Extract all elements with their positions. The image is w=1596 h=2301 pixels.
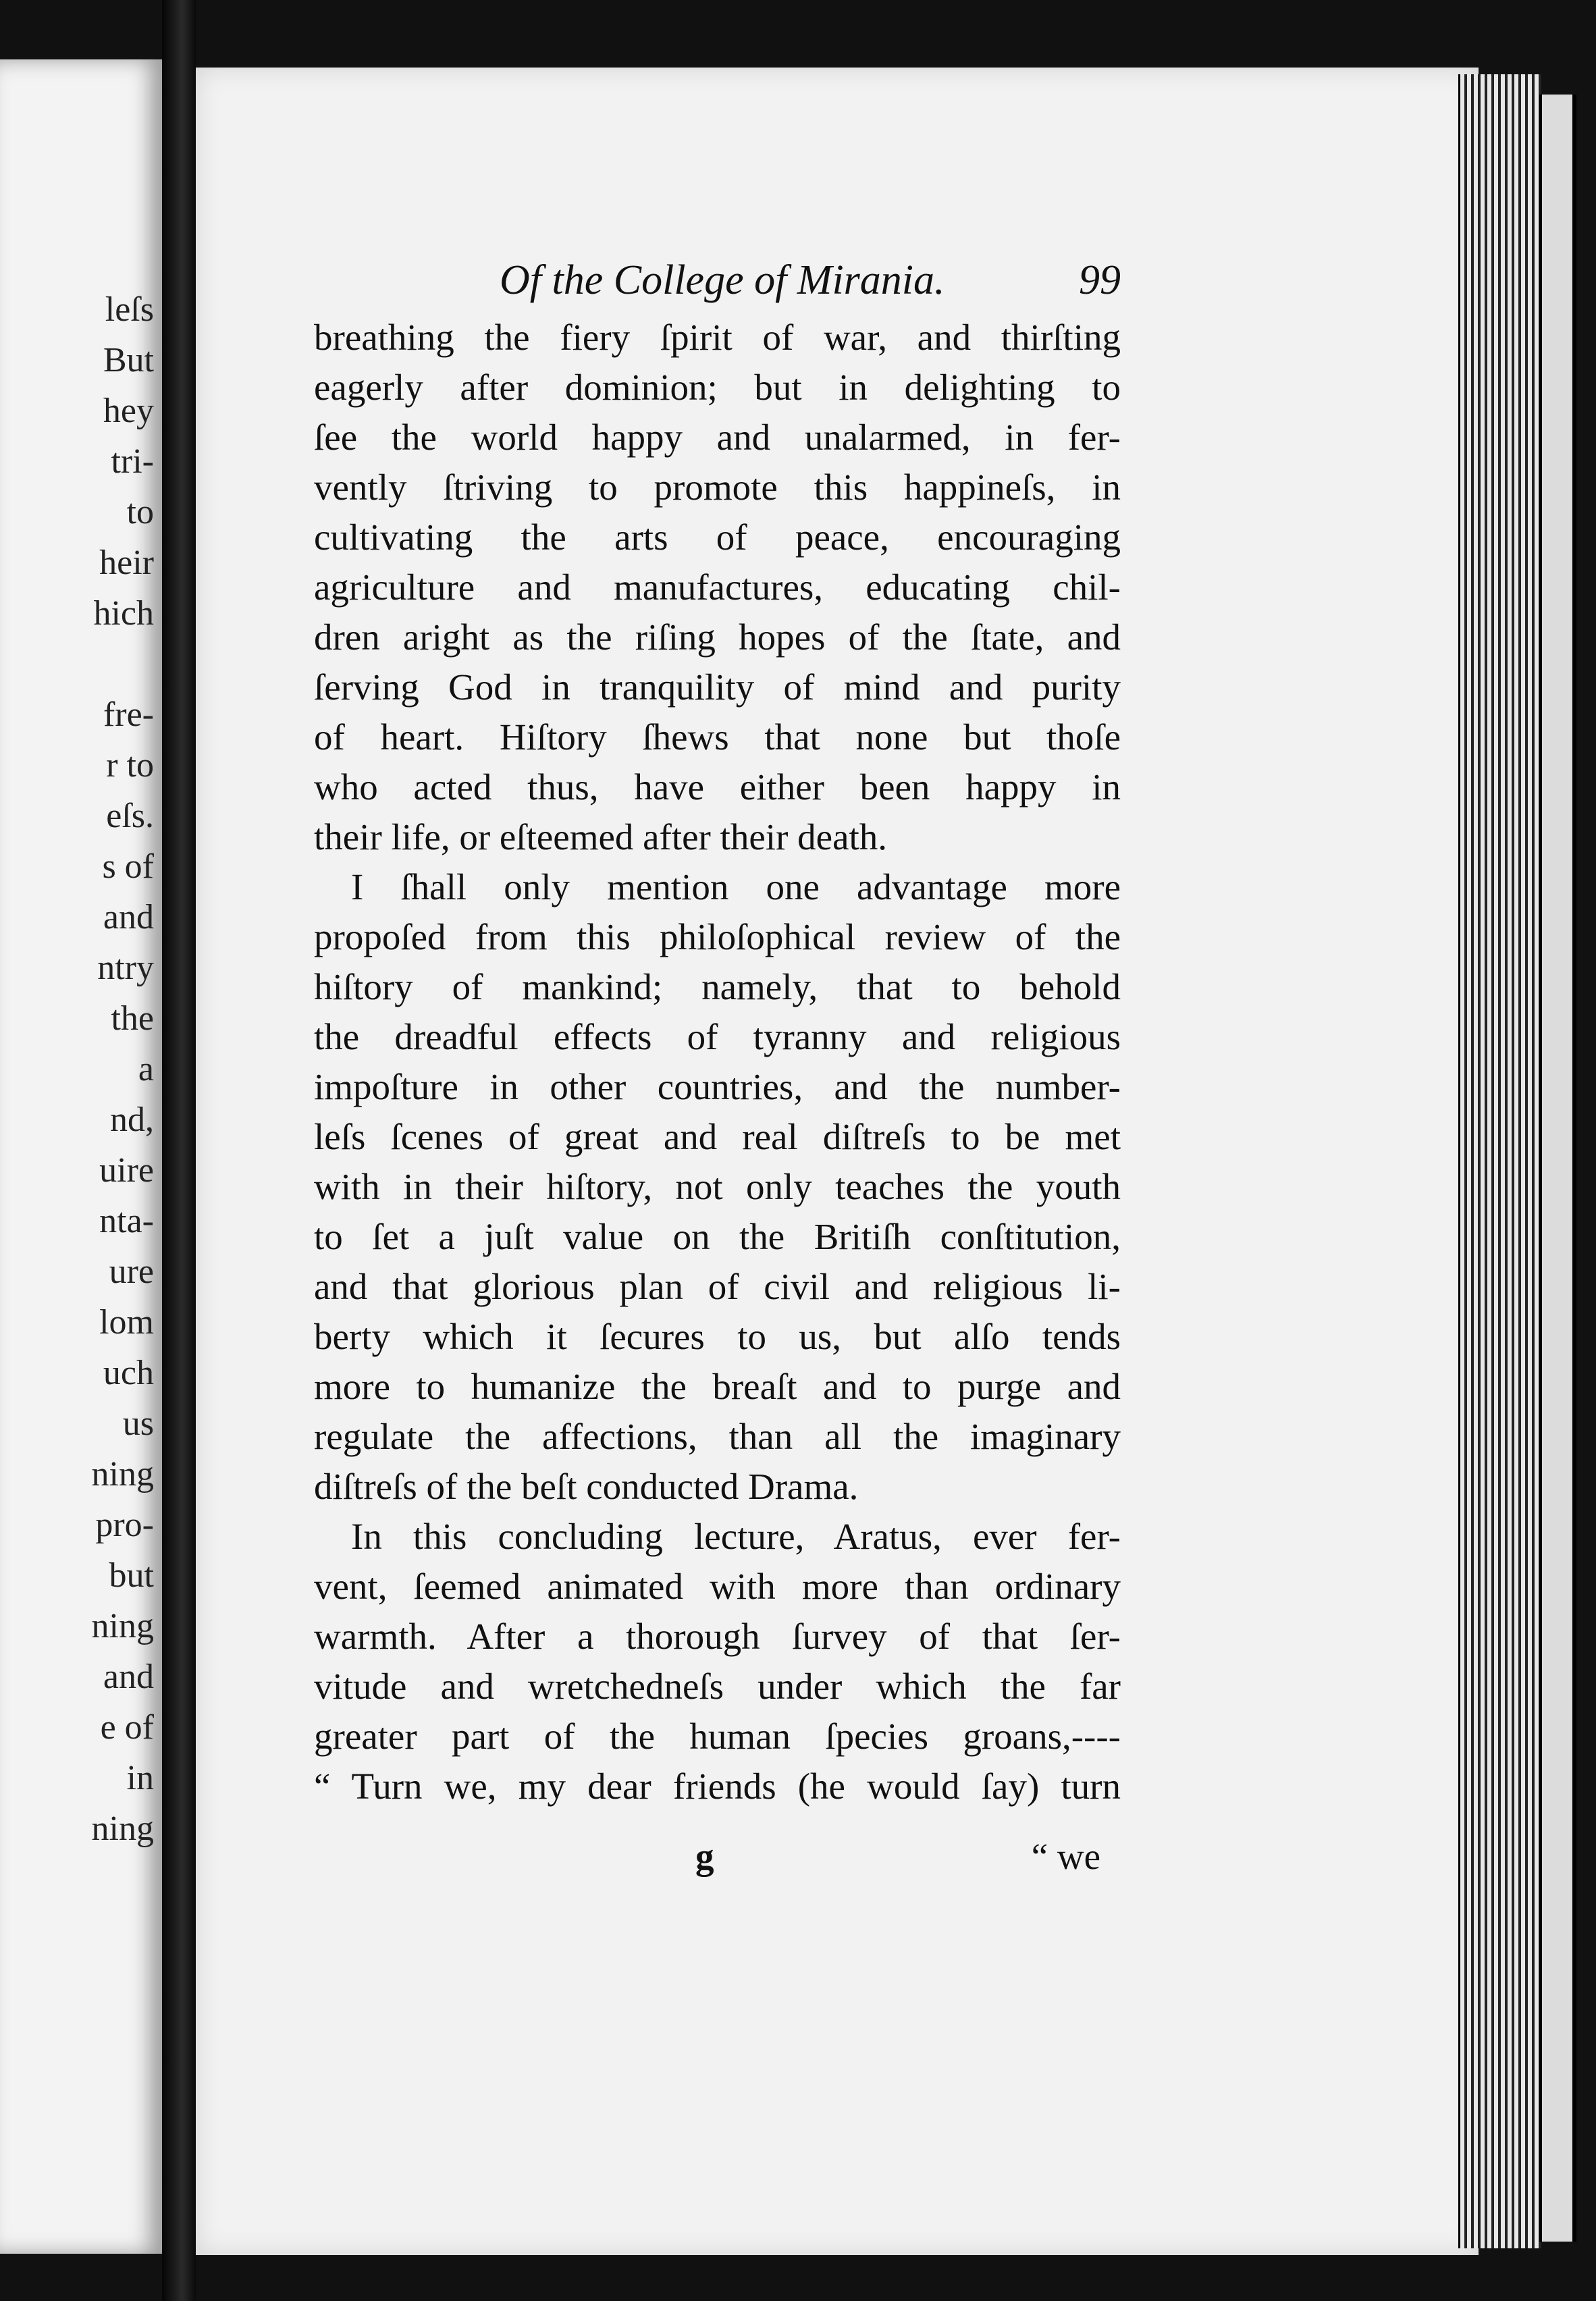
- facing-page-fragment: pro-: [95, 1506, 154, 1544]
- facing-page-fragment: in: [126, 1759, 154, 1797]
- text-line: greater part of the human ſpecies groans,----: [314, 1716, 1121, 1757]
- text-line: agriculture and manufactures, educating chil-: [314, 566, 1121, 608]
- facing-page-fragment: e of: [100, 1708, 154, 1747]
- facing-page-fragment: leſs: [105, 290, 154, 329]
- text-line: regulate the affections, than all the imaginary: [314, 1416, 1121, 1457]
- facing-page: [0, 59, 162, 2254]
- text-line: dren aright as the riſing hopes of the ſtate, and: [314, 616, 1121, 658]
- text-line: of heart. Hiſtory ſhews that none but thoſe: [314, 716, 1121, 758]
- text-line: more to humanize the breaſt and to purge and: [314, 1366, 1121, 1407]
- running-title: Of the College of Mirania.: [500, 257, 945, 303]
- body-text: [314, 313, 1121, 1899]
- facing-page-fragment: ning: [91, 1607, 154, 1645]
- facing-page-fragment: nta-: [99, 1202, 154, 1240]
- facing-page-fragment: uch: [103, 1354, 154, 1392]
- text-line: with in their hiſtory, not only teaches the youth: [314, 1166, 1121, 1207]
- facing-page-fragment: eſs.: [106, 797, 154, 835]
- facing-page-fragment: the: [111, 999, 154, 1038]
- text-line: In this concluding lecture, Aratus, ever fer-: [351, 1516, 1121, 1557]
- facing-page-fragment: lom: [99, 1303, 154, 1342]
- text-line: ſerving God in tranquility of mind and purity: [314, 666, 1121, 708]
- facing-page-fragment: and: [103, 1658, 154, 1696]
- text-line: berty which it ſecures to us, but alſo tends: [314, 1316, 1121, 1357]
- facing-page-fragment: fre-: [103, 695, 154, 734]
- page-header: [500, 257, 1121, 311]
- text-line: “ Turn we, my dear friends (he would ſay) turn: [314, 1766, 1121, 1807]
- text-line: vitude and wretchedneſs under which the far: [314, 1666, 1121, 1707]
- text-line: leſs ſcenes of great and real diſtreſs to be met: [314, 1116, 1121, 1157]
- text-line: ſee the world happy and unalarmed, in fer-: [314, 417, 1121, 458]
- text-line: to ſet a juſt value on the Britiſh conſtitution,: [314, 1216, 1121, 1257]
- text-line: warmth. After a thorough ſurvey of that ſer-: [314, 1616, 1121, 1657]
- facing-page-fragment: ntry: [97, 949, 154, 987]
- facing-page-fragment: a: [138, 1050, 154, 1088]
- facing-page-fragment: s of: [102, 847, 154, 886]
- facing-page-fragment: tri-: [111, 442, 154, 481]
- facing-page-fragment: to: [126, 493, 154, 531]
- book-gutter: [162, 0, 196, 2301]
- facing-page-fragment: us: [122, 1404, 154, 1443]
- text-line: their life, or eſteemed after their death.: [314, 816, 888, 857]
- text-line: diſtreſs of the beſt conducted Drama.: [314, 1466, 859, 1507]
- text-line: the dreadful effects of tyranny and religious: [314, 1016, 1121, 1057]
- book-cover-edge: [1539, 95, 1576, 2242]
- text-line: who acted thus, have either been happy in: [314, 766, 1121, 808]
- facing-page-fragment: but: [109, 1556, 154, 1595]
- page-footer: [695, 1835, 1100, 1889]
- text-line: impoſture in other countries, and the number-: [314, 1066, 1121, 1107]
- text-line: breathing the fiery ſpirit of war, and thirſting: [314, 317, 1121, 358]
- facing-page-fragment: hey: [103, 392, 154, 430]
- facing-page-fragment: heir: [99, 544, 154, 582]
- page-number: 99: [1079, 257, 1121, 303]
- facing-page-fragment: nd,: [110, 1101, 154, 1139]
- text-line: hiſtory of mankind; namely, that to behold: [314, 966, 1121, 1007]
- facing-page-fragment: ning: [91, 1809, 154, 1848]
- text-line: vently ſtriving to promote this happineſs, in: [314, 467, 1121, 508]
- catchword: “ we: [1031, 1836, 1100, 1877]
- text-line: cultivating the arts of peace, encouraging: [314, 517, 1121, 558]
- signature-mark: g: [695, 1836, 714, 1877]
- facing-page-fragment: r to: [106, 746, 154, 785]
- page-edges: [1458, 74, 1541, 2248]
- text-line: vent, ſeemed animated with more than ordinary: [314, 1566, 1121, 1607]
- text-line: and that glorious plan of civil and religious li-: [314, 1266, 1121, 1307]
- text-line: propoſed from this philoſophical review of the: [314, 916, 1121, 957]
- facing-page-fragment: ure: [109, 1252, 154, 1291]
- text-line: eagerly after dominion; but in delighting to: [314, 367, 1121, 408]
- facing-page-fragment: hich: [93, 594, 154, 633]
- text-line: I ſhall only mention one advantage more: [351, 866, 1121, 907]
- facing-page-fragment: ning: [91, 1455, 154, 1493]
- facing-page-fragment: uire: [99, 1151, 154, 1190]
- facing-page-fragment: and: [103, 898, 154, 936]
- facing-page-fragment: But: [103, 341, 154, 379]
